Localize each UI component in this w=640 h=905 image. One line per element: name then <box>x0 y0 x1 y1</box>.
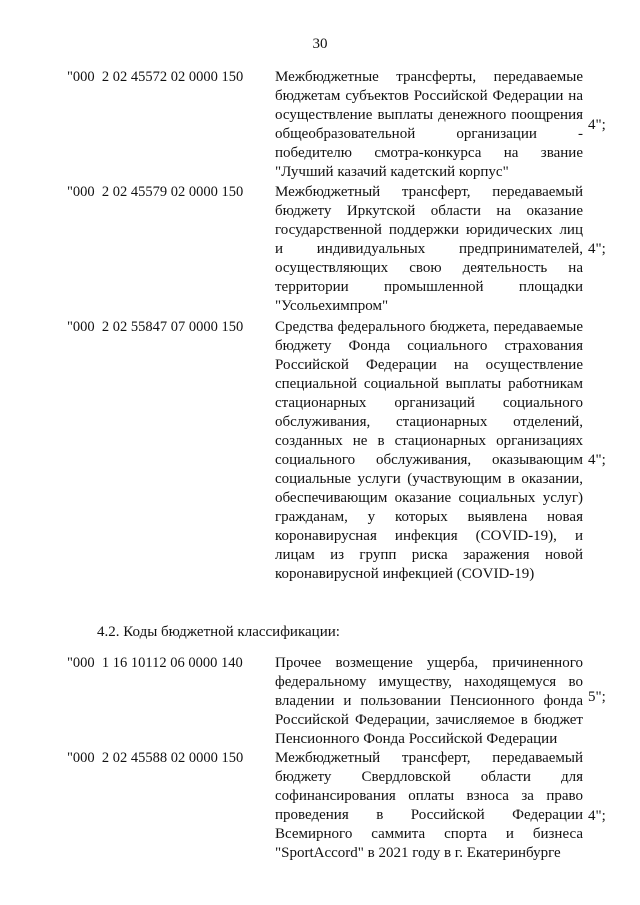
budget-code-description: Межбюджетные трансферты, передаваемые бюджетам субъектов Российской Федерации на осуществление выплаты денежного поощрения общеобразовательной организации - победителю смотра-конкурса на звание "Лучший казачий кадетский корпус" <box>275 69 583 180</box>
budget-code: "000 1 16 10112 06 0000 140 <box>67 655 243 671</box>
row-suffix: 4"; <box>588 808 606 824</box>
budget-code-description: Средства федерального бюджета, передаваемые бюджету Фонда социального страхования Российской Федерации на осуществление специальной социальной выплаты работникам стационарных организаций социального обслуживания, стационарных отделений, созданных не в стационарных организациях социального обслуживания, оказывающим социальные услуги (участвующим в оказании, обеспечивающим оказание социальных услуг) гражданам, у которых выявлена новая коронавирусная инфекция (COVID-19), и лицам из групп риска заражения новой коронавирусной инфекцией (COVID-19) <box>275 319 583 582</box>
budget-code-description: Межбюджетный трансферт, передаваемый бюджету Свердловской области для софинансирования оплаты взноса за право проведения в Российской Федерации Всемирного саммита спорта и бизнеса "SportAccord" в 2021 году в г. Екатеринбурге <box>275 750 583 861</box>
row-suffix: 4"; <box>588 452 606 468</box>
budget-code-description: Прочее возмещение ущерба, причиненного федеральному имуществу, находящемуся во владении и пользовании Пенсионного фонда Российской Федерации, зачисляемое в бюджет Пенсионного Фонда Российской Федерации <box>275 655 583 747</box>
budget-code: "000 2 02 45579 02 0000 150 <box>67 184 244 200</box>
row-suffix: 5"; <box>588 689 606 705</box>
row-suffix: 4"; <box>588 117 606 133</box>
row-suffix: 4"; <box>588 241 606 257</box>
page-number: 30 <box>312 36 328 52</box>
budget-code-description: Межбюджетный трансферт, передаваемый бюджету Иркутской области на оказание государственной поддержки юридических лиц и индивидуальных предпринимателей, осуществляющих свою деятельность на территории промышленной площадки "Усольехимпром" <box>275 184 583 314</box>
budget-code: "000 2 02 55847 07 0000 150 <box>67 319 244 335</box>
section-title: 4.2. Коды бюджетной классификации: <box>97 624 340 640</box>
budget-code: "000 2 02 45572 02 0000 150 <box>67 69 244 85</box>
budget-code: "000 2 02 45588 02 0000 150 <box>67 750 244 766</box>
